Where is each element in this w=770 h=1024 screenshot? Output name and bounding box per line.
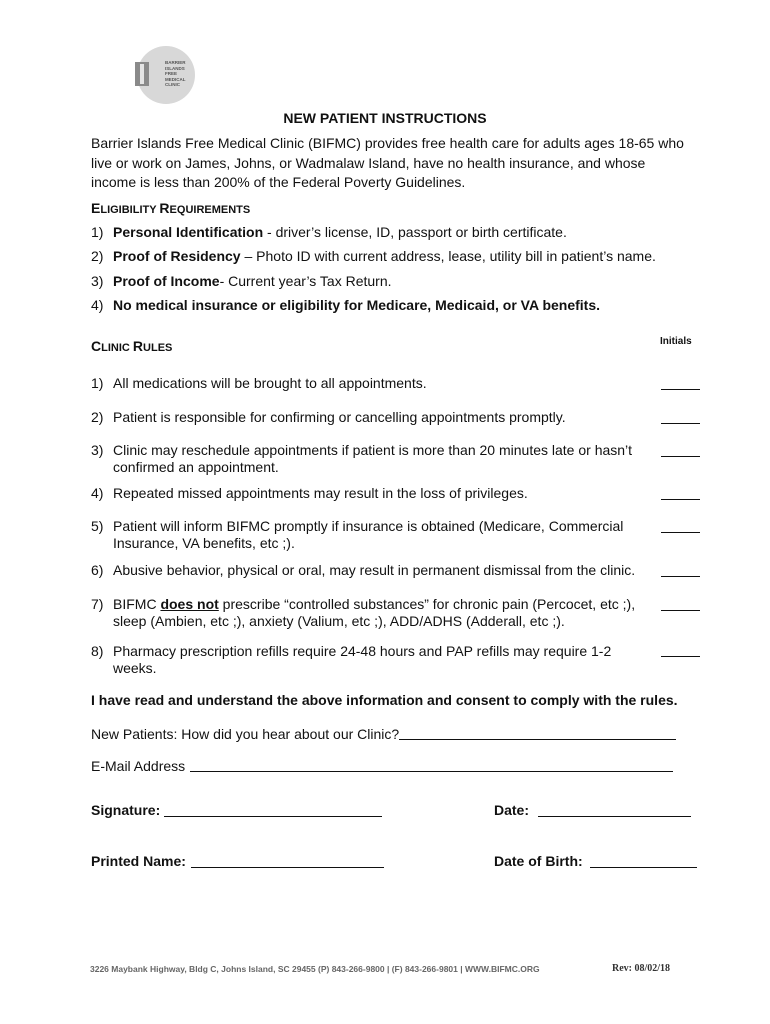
intro-paragraph: Barrier Islands Free Medical Clinic (BIFMC) provides free health care for adults ages 18-65 who live or work on James, Johns, or Wadmalaw Island, have no health insurance, and whose income is less than 200% of the Federal Poverty Guidelines. bbox=[91, 135, 684, 190]
initials-field[interactable] bbox=[661, 643, 700, 657]
initials-field[interactable] bbox=[661, 486, 700, 500]
item-text bbox=[113, 596, 651, 630]
date-input[interactable] bbox=[538, 801, 691, 817]
clinic-rules-heading bbox=[91, 338, 172, 354]
caduceus-icon bbox=[135, 62, 149, 86]
clinic-logo bbox=[133, 46, 197, 102]
signature-label: Signature: bbox=[91, 802, 161, 818]
logo-line: MEDICAL bbox=[165, 76, 186, 82]
initials-field[interactable] bbox=[661, 443, 700, 457]
rule-item bbox=[91, 596, 651, 630]
eligibility-item bbox=[91, 224, 691, 240]
logo-line: FREE bbox=[165, 71, 178, 76]
email-input[interactable] bbox=[190, 757, 673, 772]
item-text: - Current year’s Tax Return. bbox=[219, 273, 392, 289]
item-text: - driver’s license, ID, passport or birth certificate. bbox=[263, 224, 567, 240]
item-number: 4) bbox=[91, 297, 104, 313]
initials-label: Initials bbox=[660, 336, 692, 347]
item-bold: Personal Identification bbox=[113, 224, 264, 240]
item-text: All medications will be brought to all appointments. bbox=[113, 375, 427, 391]
item-number: 3) bbox=[91, 273, 104, 289]
footer-address: 3226 Maybank Highway, Bldg C, Johns Island, SC 29455 (P) 843-266-9800 | (F) 843-266-9801 | WWW.BIFMC.ORG bbox=[90, 964, 540, 974]
revision-date: Rev: 08/02/18 bbox=[612, 963, 671, 974]
rule-item bbox=[91, 375, 651, 392]
item-text: Patient is responsible for confirming or cancelling appointments promptly. bbox=[113, 409, 566, 425]
item-text: Pharmacy prescription refills require 24-48 hours and PAP refills may require 1-2 weeks. bbox=[113, 643, 612, 676]
item-number: 1) bbox=[91, 375, 104, 391]
item-number: 6) bbox=[91, 562, 104, 578]
dob-input[interactable] bbox=[590, 852, 697, 868]
item-number: 1) bbox=[91, 224, 104, 240]
rule-item bbox=[91, 485, 651, 502]
eligibility-item bbox=[91, 297, 691, 313]
eligibility-item bbox=[91, 273, 691, 289]
rule-item bbox=[91, 562, 651, 579]
item-number: 3) bbox=[91, 442, 104, 458]
item-bold: Proof of Income bbox=[113, 273, 220, 289]
initials-field[interactable] bbox=[661, 597, 700, 611]
logo-line: ISLANDS bbox=[165, 65, 185, 71]
date-label: Date: bbox=[494, 802, 530, 818]
item-number: 4) bbox=[91, 485, 104, 501]
item-text: Clinic may reschedule appointments if patient is more than 20 minutes late or hasn’t confirmed an appointment. bbox=[113, 442, 633, 475]
initials-field[interactable] bbox=[661, 410, 700, 424]
eligibility-item bbox=[91, 248, 691, 264]
item-text: Abusive behavior, physical or oral, may result in permanent dismissal from the clinic. bbox=[113, 562, 636, 578]
heading-cap: R bbox=[159, 200, 170, 216]
item-bold: No medical insurance or eligibility for Medicare, Medicaid, or VA benefits. bbox=[113, 297, 601, 313]
item-number: 8) bbox=[91, 643, 104, 659]
page-title: NEW PATIENT INSTRUCTIONS bbox=[283, 110, 487, 126]
rule-item bbox=[91, 409, 651, 426]
item-number: 2) bbox=[91, 409, 104, 425]
hear-about-input[interactable] bbox=[399, 725, 676, 740]
item-text-post: prescribe “controlled substances” for chronic pain (Percocet, etc ;), sleep (Ambien, etc ;), anxiety (Valium, etc ;), ADD/ADHS (Adderall, etc ;). bbox=[113, 596, 636, 629]
item-text: Repeated missed appointments may result in the loss of privileges. bbox=[113, 485, 528, 501]
heading-cap: C bbox=[91, 338, 102, 354]
item-number: 2) bbox=[91, 248, 104, 264]
item-number: 5) bbox=[91, 518, 104, 534]
heading-cap: E bbox=[91, 200, 101, 216]
logo-text bbox=[165, 60, 195, 88]
rule-item bbox=[91, 643, 651, 677]
item-number: 7) bbox=[91, 596, 104, 612]
signature-input[interactable] bbox=[164, 801, 382, 817]
item-text: – Photo ID with current address, lease, utility bill in patient’s name. bbox=[240, 248, 656, 264]
heading-small: ULES bbox=[143, 342, 173, 354]
heading-cap: R bbox=[132, 338, 144, 354]
initials-field[interactable] bbox=[661, 563, 700, 577]
initials-field[interactable] bbox=[661, 519, 700, 533]
rule-item bbox=[91, 442, 651, 476]
rule-item bbox=[91, 518, 651, 552]
eligibility-heading bbox=[91, 200, 250, 216]
initials-field[interactable] bbox=[661, 376, 700, 390]
item-bold: Proof of Residency bbox=[113, 248, 241, 264]
dob-label: Date of Birth: bbox=[494, 853, 583, 869]
item-emphasis: does not bbox=[160, 596, 219, 612]
hear-about-label: New Patients: How did you hear about our Clinic? bbox=[91, 726, 400, 742]
logo-line: CLINIC bbox=[165, 82, 180, 87]
email-label: E-Mail Address bbox=[91, 758, 186, 774]
heading-small: LINIC bbox=[101, 342, 133, 354]
heading-small: EQUIREMENTS bbox=[169, 204, 251, 216]
printed-name-label: Printed Name: bbox=[91, 853, 186, 869]
logo-line: BARRIER bbox=[165, 60, 186, 65]
heading-small: LIGIBILITY bbox=[100, 204, 160, 216]
item-text-pre: BIFMC bbox=[113, 596, 161, 612]
printed-name-input[interactable] bbox=[191, 852, 384, 868]
item-text: Patient will inform BIFMC promptly if insurance is obtained (Medicare, Commercial Insurance, VA benefits, etc ;). bbox=[113, 518, 624, 551]
consent-statement: I have read and understand the above information and consent to comply with the rules. bbox=[91, 692, 678, 708]
